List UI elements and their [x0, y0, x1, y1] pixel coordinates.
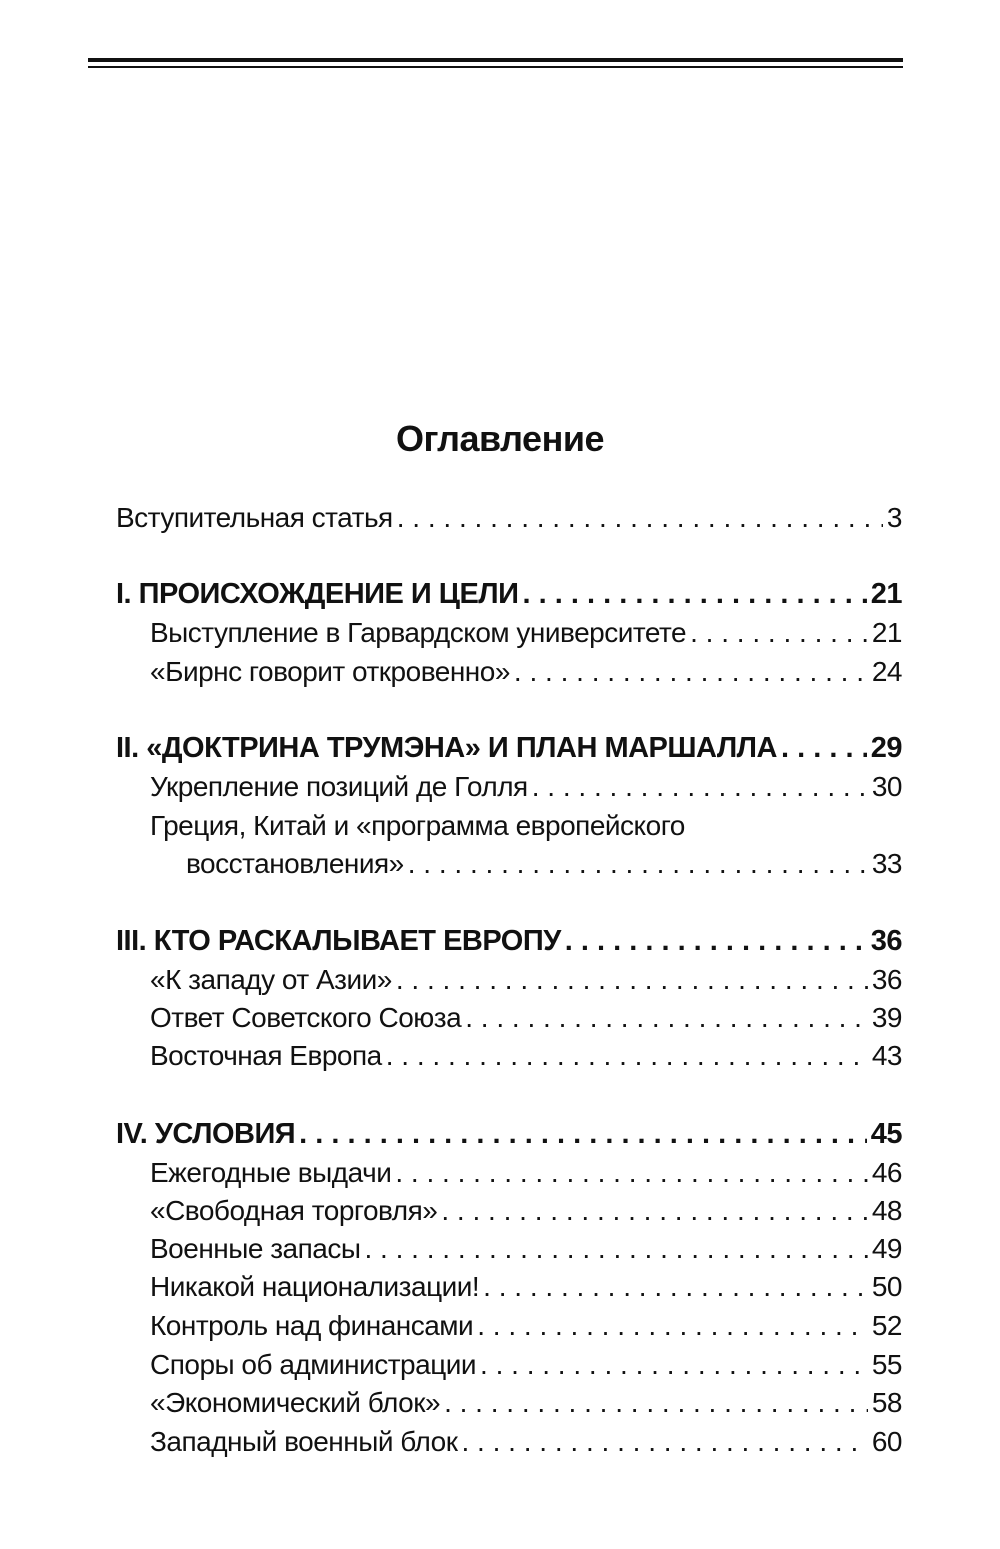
dot-leader — [514, 656, 868, 688]
dot-leader — [532, 771, 868, 803]
dot-leader — [408, 848, 868, 880]
dot-leader — [690, 617, 868, 649]
dot-leader — [465, 1002, 868, 1034]
toc-page-number: 58 — [871, 1387, 902, 1418]
toc-section[interactable] — [186, 848, 902, 880]
dot-leader — [565, 925, 867, 958]
dot-leader — [386, 1040, 868, 1072]
toc-section-label-line2: восстановления» — [186, 848, 404, 879]
toc-section-label: Военные запасы — [150, 1233, 361, 1264]
toc-page-number: 45 — [870, 1118, 902, 1150]
dot-leader — [299, 1118, 867, 1151]
toc-page-number: 49 — [871, 1233, 902, 1264]
toc-chapter-label: I. ПРОИСХОЖДЕНИЕ И ЦЕЛИ — [116, 578, 519, 610]
toc-page-number: 3 — [886, 502, 902, 533]
toc-section[interactable] — [150, 1195, 902, 1227]
toc-section[interactable] — [150, 1157, 902, 1189]
dot-leader — [523, 578, 867, 611]
toc-section[interactable] — [150, 1387, 902, 1419]
toc-page-number: 50 — [871, 1271, 902, 1302]
toc-section[interactable] — [150, 964, 902, 996]
toc-section[interactable] — [150, 771, 902, 803]
toc-section-label: «Свободная торговля» — [150, 1195, 438, 1226]
toc-page-number: 39 — [871, 1002, 902, 1033]
dot-leader — [477, 1310, 868, 1342]
toc-section-label: Ответ Советского Союза — [150, 1002, 462, 1033]
toc-section[interactable] — [150, 1271, 902, 1303]
toc-section[interactable] — [150, 1002, 902, 1034]
toc-page-number: 29 — [870, 732, 902, 764]
toc-section[interactable] — [150, 1233, 902, 1265]
toc-entry-label: Вступительная статья — [116, 502, 393, 533]
toc-page-number: 60 — [871, 1426, 902, 1457]
toc-section-label: Укрепление позиций де Голля — [150, 771, 528, 802]
toc-page-number: 55 — [871, 1349, 902, 1380]
toc-page-number: 21 — [871, 617, 902, 648]
toc-section[interactable] — [150, 1349, 902, 1381]
toc-chapter-1[interactable] — [116, 578, 902, 611]
toc-section-label: Никакой национализации! — [150, 1271, 480, 1302]
toc-page-number: 46 — [871, 1157, 902, 1188]
toc-section-label-line1[interactable]: Греция, Китай и «программа европейского — [150, 810, 685, 841]
dot-leader — [483, 1271, 868, 1303]
toc-page-number: 30 — [871, 771, 902, 802]
toc-entry-intro[interactable] — [116, 502, 902, 534]
dot-leader — [444, 1387, 868, 1419]
toc-page-number: 33 — [871, 848, 902, 879]
header-rule-thin — [88, 66, 903, 68]
dot-leader — [365, 1233, 868, 1265]
dot-leader — [395, 1157, 868, 1189]
toc-section-label: «К западу от Азии» — [150, 964, 392, 995]
toc-page-number: 36 — [870, 925, 902, 957]
toc-page-number: 21 — [870, 578, 902, 610]
header-rule-thick — [88, 58, 903, 62]
toc-chapter-label: IV. УСЛОВИЯ — [116, 1118, 296, 1150]
toc-page-number: 43 — [871, 1040, 902, 1071]
dot-leader — [396, 964, 868, 996]
toc-page-number: 48 — [871, 1195, 902, 1226]
toc-page-number: 52 — [871, 1310, 902, 1341]
toc-section-label: Выступление в Гарвардском университете — [150, 617, 687, 648]
toc-section-label: «Экономический блок» — [150, 1387, 441, 1418]
toc-section-label: Западный военный блок — [150, 1426, 458, 1457]
toc-section[interactable] — [150, 1310, 902, 1342]
dot-leader — [462, 1426, 868, 1458]
toc-chapter-4[interactable] — [116, 1118, 902, 1151]
toc-chapter-label: II. «ДОКТРИНА ТРУМЭНА» И ПЛАН МАРШАЛЛА — [116, 732, 777, 764]
toc-section-label: Споры об администрации — [150, 1349, 477, 1380]
dot-leader — [441, 1195, 867, 1227]
toc-chapter-label: III. КТО РАСКАЛЫВАЕТ ЕВРОПУ — [116, 925, 561, 957]
toc-section-label: «Бирнс говорит откровенно» — [150, 656, 510, 687]
toc-section[interactable] — [150, 1040, 902, 1072]
toc-page-number: 36 — [871, 964, 902, 995]
toc-section[interactable] — [150, 656, 902, 688]
toc-section[interactable] — [150, 1426, 902, 1458]
page-title: Оглавление — [396, 418, 604, 459]
toc-section-label: Контроль над финансами — [150, 1310, 474, 1341]
toc-page-number: 24 — [871, 656, 902, 687]
toc-section-label: Восточная Европа — [150, 1040, 382, 1071]
toc-section-label: Ежегодные выдачи — [150, 1157, 392, 1188]
dot-leader — [480, 1349, 868, 1381]
toc-chapter-2[interactable] — [116, 732, 902, 765]
dot-leader — [397, 502, 883, 534]
toc-chapter-3[interactable] — [116, 925, 902, 958]
toc-section[interactable] — [150, 617, 902, 649]
dot-leader — [781, 732, 867, 765]
